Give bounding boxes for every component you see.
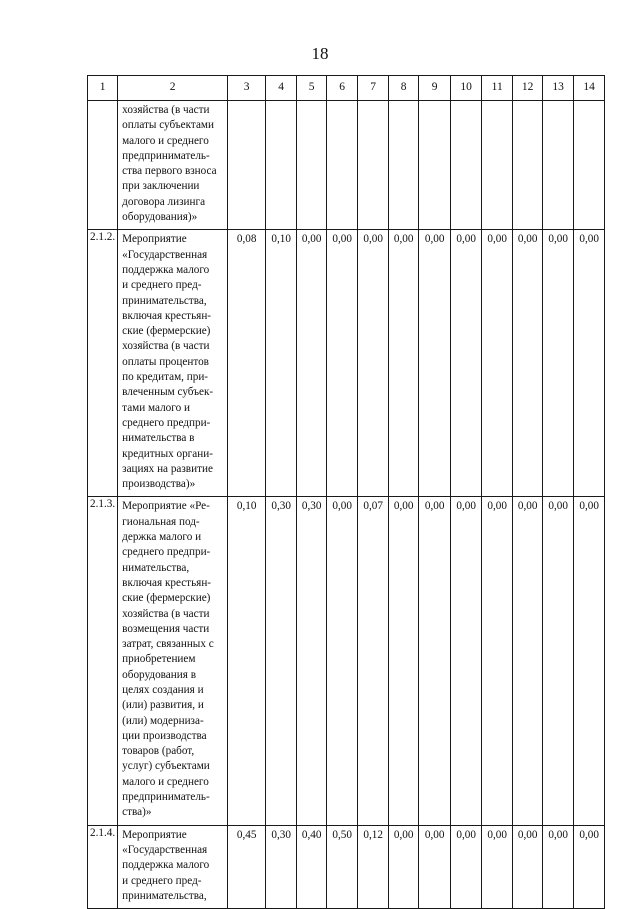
- description-line: поддержка малого: [122, 859, 210, 872]
- description-line: ские (фермерские): [122, 592, 211, 605]
- description-line: «Государственная: [122, 843, 208, 856]
- value-cell: 0,00: [482, 230, 513, 497]
- description-line: затрат, связанных с: [122, 638, 214, 651]
- item-number-cell: [88, 101, 118, 230]
- description-line: включая крестьян-: [122, 309, 212, 322]
- description-line: поддержка малого: [122, 263, 210, 276]
- value-cell: 0,45: [228, 825, 266, 908]
- value-cell: 0,00: [543, 230, 574, 497]
- value-cell: [228, 101, 266, 230]
- header-row: [88, 76, 605, 101]
- table-row: [88, 230, 605, 497]
- description-line: ства первого взноса: [122, 165, 217, 178]
- description-line: и среднего пред-: [122, 279, 202, 292]
- item-number-cell: 2.1.2.: [88, 230, 118, 497]
- value-cell: 0,00: [574, 825, 605, 908]
- description-line: включая крестьян-: [122, 576, 212, 589]
- financing-table: [87, 75, 605, 909]
- header-cell: 9: [419, 76, 451, 101]
- description-line: нимательства,: [122, 561, 190, 574]
- value-cell: 0,07: [358, 497, 389, 825]
- value-cell: 0,50: [327, 825, 358, 908]
- value-cell: 0,00: [327, 230, 358, 497]
- description-line: Мероприятие: [122, 233, 187, 246]
- value-cell: 0,00: [451, 825, 482, 908]
- value-cell: 0,30: [297, 497, 327, 825]
- description-line: хозяйства (в части: [122, 340, 210, 353]
- description-line: приобретением: [122, 653, 196, 666]
- description-line: среднего предпри-: [122, 416, 211, 429]
- description-line: оплаты субъектами: [122, 119, 214, 132]
- description-cell: [118, 497, 228, 825]
- description-line: оплаты процентов: [122, 355, 209, 368]
- value-cell: [451, 101, 482, 230]
- description-line: тами малого и: [122, 401, 190, 414]
- description-line: и среднего пред-: [122, 874, 202, 887]
- description-line: гиональная под-: [122, 515, 200, 528]
- value-cell: [482, 101, 513, 230]
- value-cell: 0,00: [419, 497, 451, 825]
- description-line: ства)»: [122, 806, 152, 819]
- item-number-cell: 2.1.4.: [88, 825, 118, 908]
- value-cell: [297, 101, 327, 230]
- description-line: оборудования в: [122, 668, 196, 681]
- description-line: возмещения части: [122, 622, 210, 635]
- header-cell: 8: [389, 76, 419, 101]
- header-cell: 4: [266, 76, 297, 101]
- table-row: [88, 825, 605, 908]
- header-cell: 12: [513, 76, 543, 101]
- header-cell: 1: [88, 76, 118, 101]
- description-line: Мероприятие: [122, 828, 187, 841]
- header-cell: 10: [451, 76, 482, 101]
- page-number: 18: [311, 44, 329, 63]
- description-line: услуг) субъектами: [122, 760, 210, 773]
- value-cell: 0,40: [297, 825, 327, 908]
- description-line: кредитных органи-: [122, 447, 213, 460]
- value-cell: 0,12: [358, 825, 389, 908]
- header-cell: 13: [543, 76, 574, 101]
- description-line: целях создания и: [122, 683, 204, 696]
- header-cell: 11: [482, 76, 513, 101]
- value-cell: [419, 101, 451, 230]
- description-line: зациях на развитие: [122, 462, 213, 475]
- value-cell: 0,00: [513, 230, 543, 497]
- value-cell: [543, 101, 574, 230]
- value-cell: 0,00: [543, 825, 574, 908]
- description-line: хозяйства (в части: [122, 607, 210, 620]
- item-number-cell: 2.1.3.: [88, 497, 118, 825]
- table-body: [88, 76, 605, 909]
- description-line: оборудования)»: [122, 211, 198, 224]
- description-line: хозяйства (в части: [122, 104, 210, 116]
- description-line: по кредитам, при-: [122, 371, 209, 384]
- description-line: ции производства: [122, 729, 207, 742]
- value-cell: 0,30: [266, 825, 297, 908]
- value-cell: 0,00: [389, 230, 419, 497]
- value-cell: 0,08: [228, 230, 266, 497]
- value-cell: 0,00: [543, 497, 574, 825]
- description-line: (или) развития, и: [122, 699, 204, 712]
- value-cell: 0,00: [513, 497, 543, 825]
- description-line: нимательства в: [122, 432, 195, 445]
- value-cell: 0,10: [266, 230, 297, 497]
- description-line: влеченным субъек-: [122, 386, 214, 399]
- value-cell: 0,00: [297, 230, 327, 497]
- header-cell: 5: [297, 76, 327, 101]
- value-cell: 0,00: [419, 825, 451, 908]
- table-row: [88, 497, 605, 825]
- value-cell: 0,00: [358, 230, 389, 497]
- value-cell: 0,30: [266, 497, 297, 825]
- description-line: принимательства,: [122, 294, 207, 307]
- table-row: [88, 101, 605, 230]
- value-cell: 0,00: [389, 497, 419, 825]
- description-line: принимательства,: [122, 889, 207, 902]
- description-line: малого и среднего: [122, 134, 209, 147]
- description-line: Мероприятие «Ре-: [122, 500, 210, 513]
- value-cell: [389, 101, 419, 230]
- description-line: (или) модерниза-: [122, 714, 204, 727]
- value-cell: [574, 101, 605, 230]
- description-line: договора лизинга: [122, 195, 206, 208]
- value-cell: 0,10: [228, 497, 266, 825]
- value-cell: 0,00: [419, 230, 451, 497]
- description-line: предприниматель-: [122, 791, 210, 804]
- value-cell: 0,00: [451, 497, 482, 825]
- description-line: держка малого и: [122, 531, 202, 544]
- description-line: «Государственная: [122, 248, 208, 261]
- description-line: предприниматель-: [122, 149, 210, 162]
- value-cell: 0,00: [513, 825, 543, 908]
- value-cell: [513, 101, 543, 230]
- description-line: товаров (работ,: [122, 745, 195, 758]
- header-cell: 7: [358, 76, 389, 101]
- value-cell: 0,00: [574, 497, 605, 825]
- value-cell: 0,00: [451, 230, 482, 497]
- value-cell: 0,00: [574, 230, 605, 497]
- header-cell: 2: [118, 76, 228, 101]
- description-cell: [118, 230, 228, 497]
- description-line: при заключении: [122, 180, 200, 193]
- value-cell: 0,00: [482, 825, 513, 908]
- value-cell: 0,00: [482, 497, 513, 825]
- header-cell: 14: [574, 76, 605, 101]
- description-cell: [118, 825, 228, 908]
- value-cell: 0,00: [389, 825, 419, 908]
- value-cell: [358, 101, 389, 230]
- description-line: малого и среднего: [122, 775, 209, 788]
- header-cell: 6: [327, 76, 358, 101]
- value-cell: 0,00: [327, 497, 358, 825]
- description-line: ские (фермерские): [122, 325, 211, 338]
- value-cell: [327, 101, 358, 230]
- description-line: среднего предпри-: [122, 546, 211, 559]
- header-cell: 3: [228, 76, 266, 101]
- value-cell: [266, 101, 297, 230]
- description-cell: [118, 101, 228, 230]
- description-line: производства)»: [122, 478, 196, 491]
